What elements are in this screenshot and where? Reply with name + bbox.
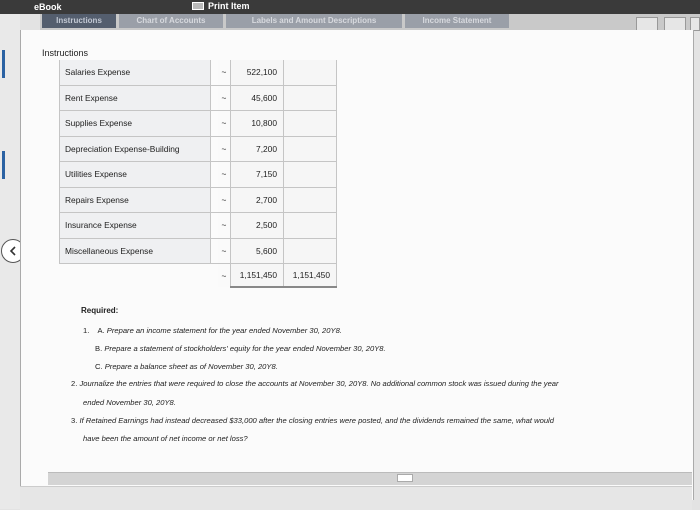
tab-income-statement[interactable]: Income Statement [405, 14, 509, 28]
requirement-line [71, 379, 559, 388]
table-row [60, 85, 337, 111]
debit-input[interactable]: 7,150 [231, 162, 284, 188]
tab-overflow[interactable] [636, 17, 658, 31]
tab-overflow[interactable] [664, 17, 686, 31]
sidebar-marker [2, 151, 5, 179]
debit-input[interactable]: 45,600 [231, 85, 284, 111]
requirement-number: 3. [71, 416, 78, 425]
requirement-text: Prepare a balance sheet as of November 30, 20Y8. [104, 362, 278, 371]
requirement-letter: A. [97, 326, 105, 335]
requirement-text: Prepare an income statement for the year ended November 30, 20Y8. [106, 326, 342, 335]
top-bar [0, 0, 700, 14]
tab-chart-of-accounts[interactable]: Chart of Accounts [119, 14, 223, 28]
credit-input[interactable] [284, 136, 337, 162]
requirement-number: 1. [83, 326, 90, 335]
spacer-cell [211, 162, 219, 188]
credit-input[interactable] [284, 162, 337, 188]
spacer-cell [211, 60, 219, 85]
requirement-text: If Retained Earnings had instead decreased $33,000 after the closing entries were posted, and the dividends remained the same, what would [79, 416, 554, 425]
requirement-line [83, 326, 342, 335]
requirement-text: Journalize the entries that were required to close the accounts at November 30, 20Y8. No additional common stock was issued during the year [79, 379, 559, 388]
requirement-text: ended November 30, 20Y8. [83, 398, 176, 407]
spacer-cell [211, 111, 219, 137]
chevron-left-icon [7, 245, 19, 257]
debit-input[interactable]: 2,500 [231, 213, 284, 239]
dropdown-handle[interactable]: ~ [218, 85, 231, 111]
account-name: Depreciation Expense-Building [60, 136, 211, 162]
footer-handle[interactable] [397, 474, 413, 482]
tab-overflow[interactable] [690, 17, 700, 31]
requirement-text: have been the amount of net income or net loss? [83, 434, 248, 443]
debit-input[interactable]: 2,700 [231, 187, 284, 213]
trial-balance-table [59, 60, 337, 288]
account-name: Miscellaneous Expense [60, 238, 211, 264]
total-debit: 1,151,450 [231, 264, 284, 288]
requirement-text: Prepare a statement of stockholders' equity for the year ended November 30, 20Y8. [104, 344, 386, 353]
table-row [60, 187, 337, 213]
bottom-area [20, 486, 692, 510]
print-item-label: Print Item [208, 1, 250, 11]
credit-input[interactable] [284, 238, 337, 264]
account-name: Utilities Expense [60, 162, 211, 188]
table-row [60, 60, 337, 85]
dropdown-handle[interactable]: ~ [218, 238, 231, 264]
requirement-line [83, 362, 278, 371]
dropdown-handle[interactable]: ~ [218, 111, 231, 137]
printer-icon [192, 2, 204, 10]
debit-input[interactable]: 7,200 [231, 136, 284, 162]
totals-row [60, 264, 337, 288]
debit-input[interactable]: 5,600 [231, 238, 284, 264]
account-name: Rent Expense [60, 85, 211, 111]
table-row [60, 136, 337, 162]
dropdown-handle[interactable]: ~ [218, 136, 231, 162]
requirement-line [83, 398, 176, 407]
dropdown-handle[interactable]: ~ [218, 213, 231, 239]
account-name: Insurance Expense [60, 213, 211, 239]
table-row [60, 162, 337, 188]
table-row [60, 238, 337, 264]
credit-input[interactable] [284, 60, 337, 85]
dropdown-handle[interactable]: ~ [218, 187, 231, 213]
spacer-cell [211, 264, 219, 288]
requirement-line [71, 416, 554, 425]
totals-label [60, 264, 211, 288]
tab-strip [40, 14, 700, 30]
account-name: Salaries Expense [60, 60, 211, 85]
requirement-line [83, 434, 248, 443]
table-row [60, 213, 337, 239]
credit-input[interactable] [284, 85, 337, 111]
account-name: Repairs Expense [60, 187, 211, 213]
credit-input[interactable] [284, 213, 337, 239]
credit-input[interactable] [284, 111, 337, 137]
dropdown-handle[interactable]: ~ [218, 264, 231, 288]
credit-input[interactable] [284, 187, 337, 213]
tab-instructions[interactable]: Instructions [42, 14, 116, 28]
account-name: Supplies Expense [60, 111, 211, 137]
spacer-cell [211, 238, 219, 264]
total-credit: 1,151,450 [284, 264, 337, 288]
spacer-cell [211, 136, 219, 162]
requirement-letter: C. [95, 362, 103, 371]
ebook-label[interactable]: eBook [34, 2, 62, 12]
spacer-cell [211, 85, 219, 111]
requirement-letter: B. [95, 344, 103, 353]
requirement-number: 2. [71, 379, 78, 388]
table-row [60, 111, 337, 137]
dropdown-handle[interactable]: ~ [218, 60, 231, 85]
print-item-button[interactable] [192, 0, 250, 12]
debit-input[interactable]: 10,800 [231, 111, 284, 137]
sidebar-marker [2, 50, 5, 78]
tab-labels-and-amount-descriptions[interactable]: Labels and Amount Descriptions [226, 14, 402, 28]
required-title: Required: [81, 306, 119, 315]
spacer-cell [211, 213, 219, 239]
debit-input[interactable]: 522,100 [231, 60, 284, 85]
section-label: Instructions [42, 48, 89, 58]
footer-bar [48, 472, 692, 485]
spacer-cell [211, 187, 219, 213]
requirement-line [83, 344, 386, 353]
dropdown-handle[interactable]: ~ [218, 162, 231, 188]
